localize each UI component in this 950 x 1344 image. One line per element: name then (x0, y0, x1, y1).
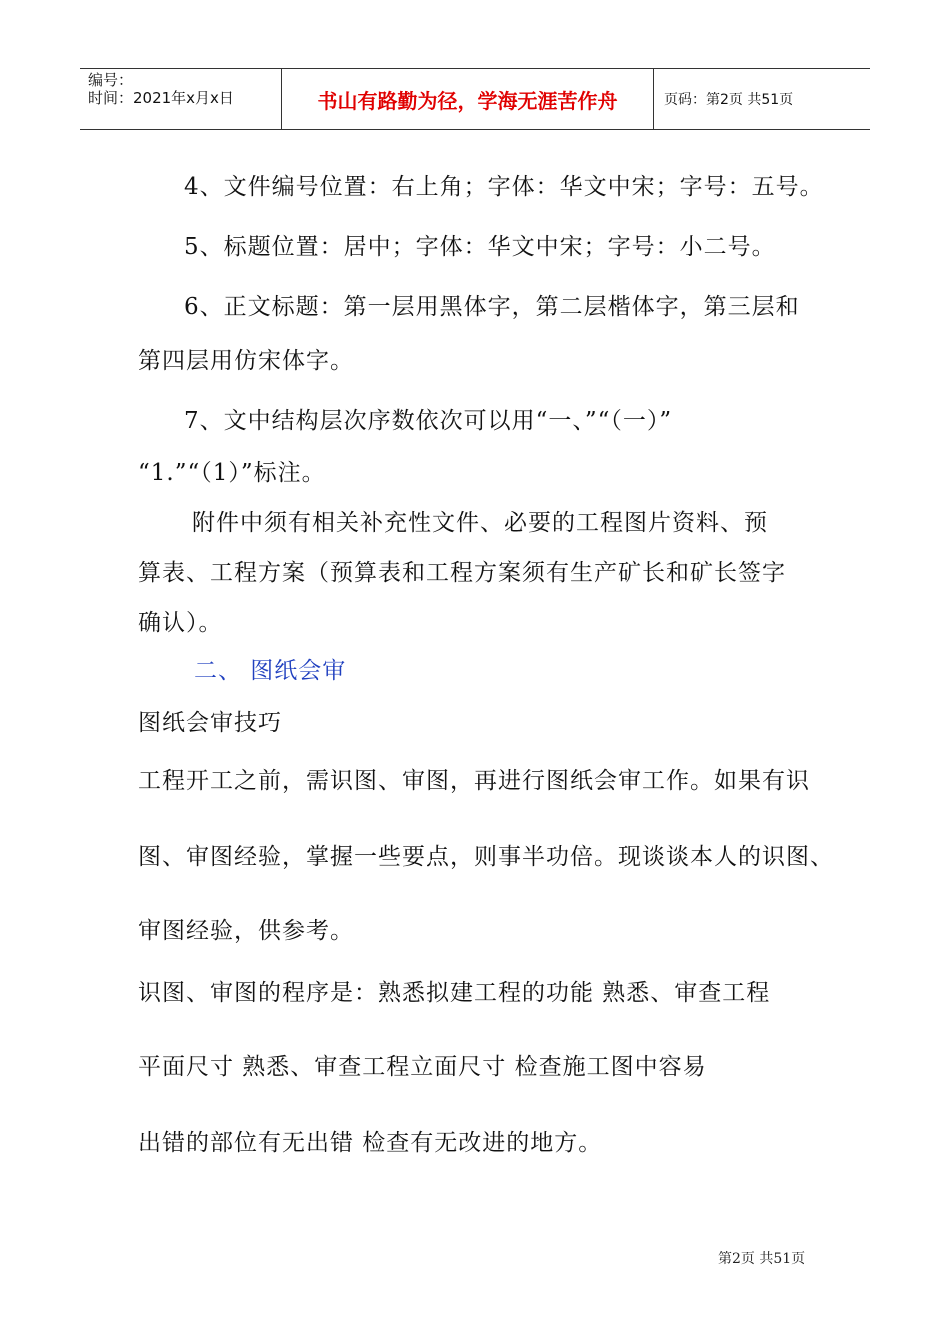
document-time-label: 时间：2021年x月x日 (88, 89, 234, 107)
body-line-4: 第四层用仿宋体字。 (138, 348, 354, 374)
body-line-14: 审图经验，供参考。 (138, 918, 354, 944)
body-line-13: 图、审图经验，掌握一些要点，则事半功倍。现谈谈本人的识图、 (138, 844, 834, 870)
body-line-7: 附件中须有相关补充性文件、必要的工程图片资料、预 (192, 510, 768, 536)
header-meta (80, 69, 282, 129)
body-line-5: 7、文中结构层次序数依次可以用“一、”“（一）” (184, 408, 673, 434)
page-header (80, 68, 870, 130)
body-line-12: 工程开工之前，需识图、审图，再进行图纸会审工作。如果有识 (138, 768, 810, 794)
body-line-6: “1.”“（1）”标注。 (138, 460, 326, 486)
body-line-2: 5、标题位置：居中；字体：华文中宋；字号：小二号。 (184, 234, 776, 260)
body-line-9: 确认）。 (138, 610, 223, 636)
body-line-17: 出错的部位有无出错 检查有无改进的地方。 (138, 1130, 603, 1156)
footer-page-number: 第2页 共51页 (718, 1251, 806, 1267)
body-line-3: 6、正文标题：第一层用黑体字，第二层楷体字，第三层和 (184, 294, 800, 320)
body-line-15: 识图、审图的程序是：熟悉拟建工程的功能 熟悉、审查工程 (138, 980, 771, 1006)
subsection-title: 图纸会审技巧 (138, 710, 282, 736)
header-motto: 书山有路勤为径，学海无涯苦作舟 (317, 88, 618, 113)
header-page-number: 页码：第2页 共51页 (664, 92, 794, 108)
document-number-label: 编号： (88, 71, 134, 89)
body-line-8: 算表、工程方案（预算表和工程方案须有生产矿长和矿长签字 (138, 560, 786, 586)
header-page-cell (654, 69, 870, 129)
header-motto-cell (282, 69, 654, 129)
body-line-16: 平面尺寸 熟悉、审查工程立面尺寸 检查施工图中容易 (138, 1054, 707, 1080)
section-heading: 二、 图纸会审 (194, 658, 347, 684)
body-line-1: 4、文件编号位置：右上角；字体：华文中宋；字号：五号。 (184, 174, 824, 200)
